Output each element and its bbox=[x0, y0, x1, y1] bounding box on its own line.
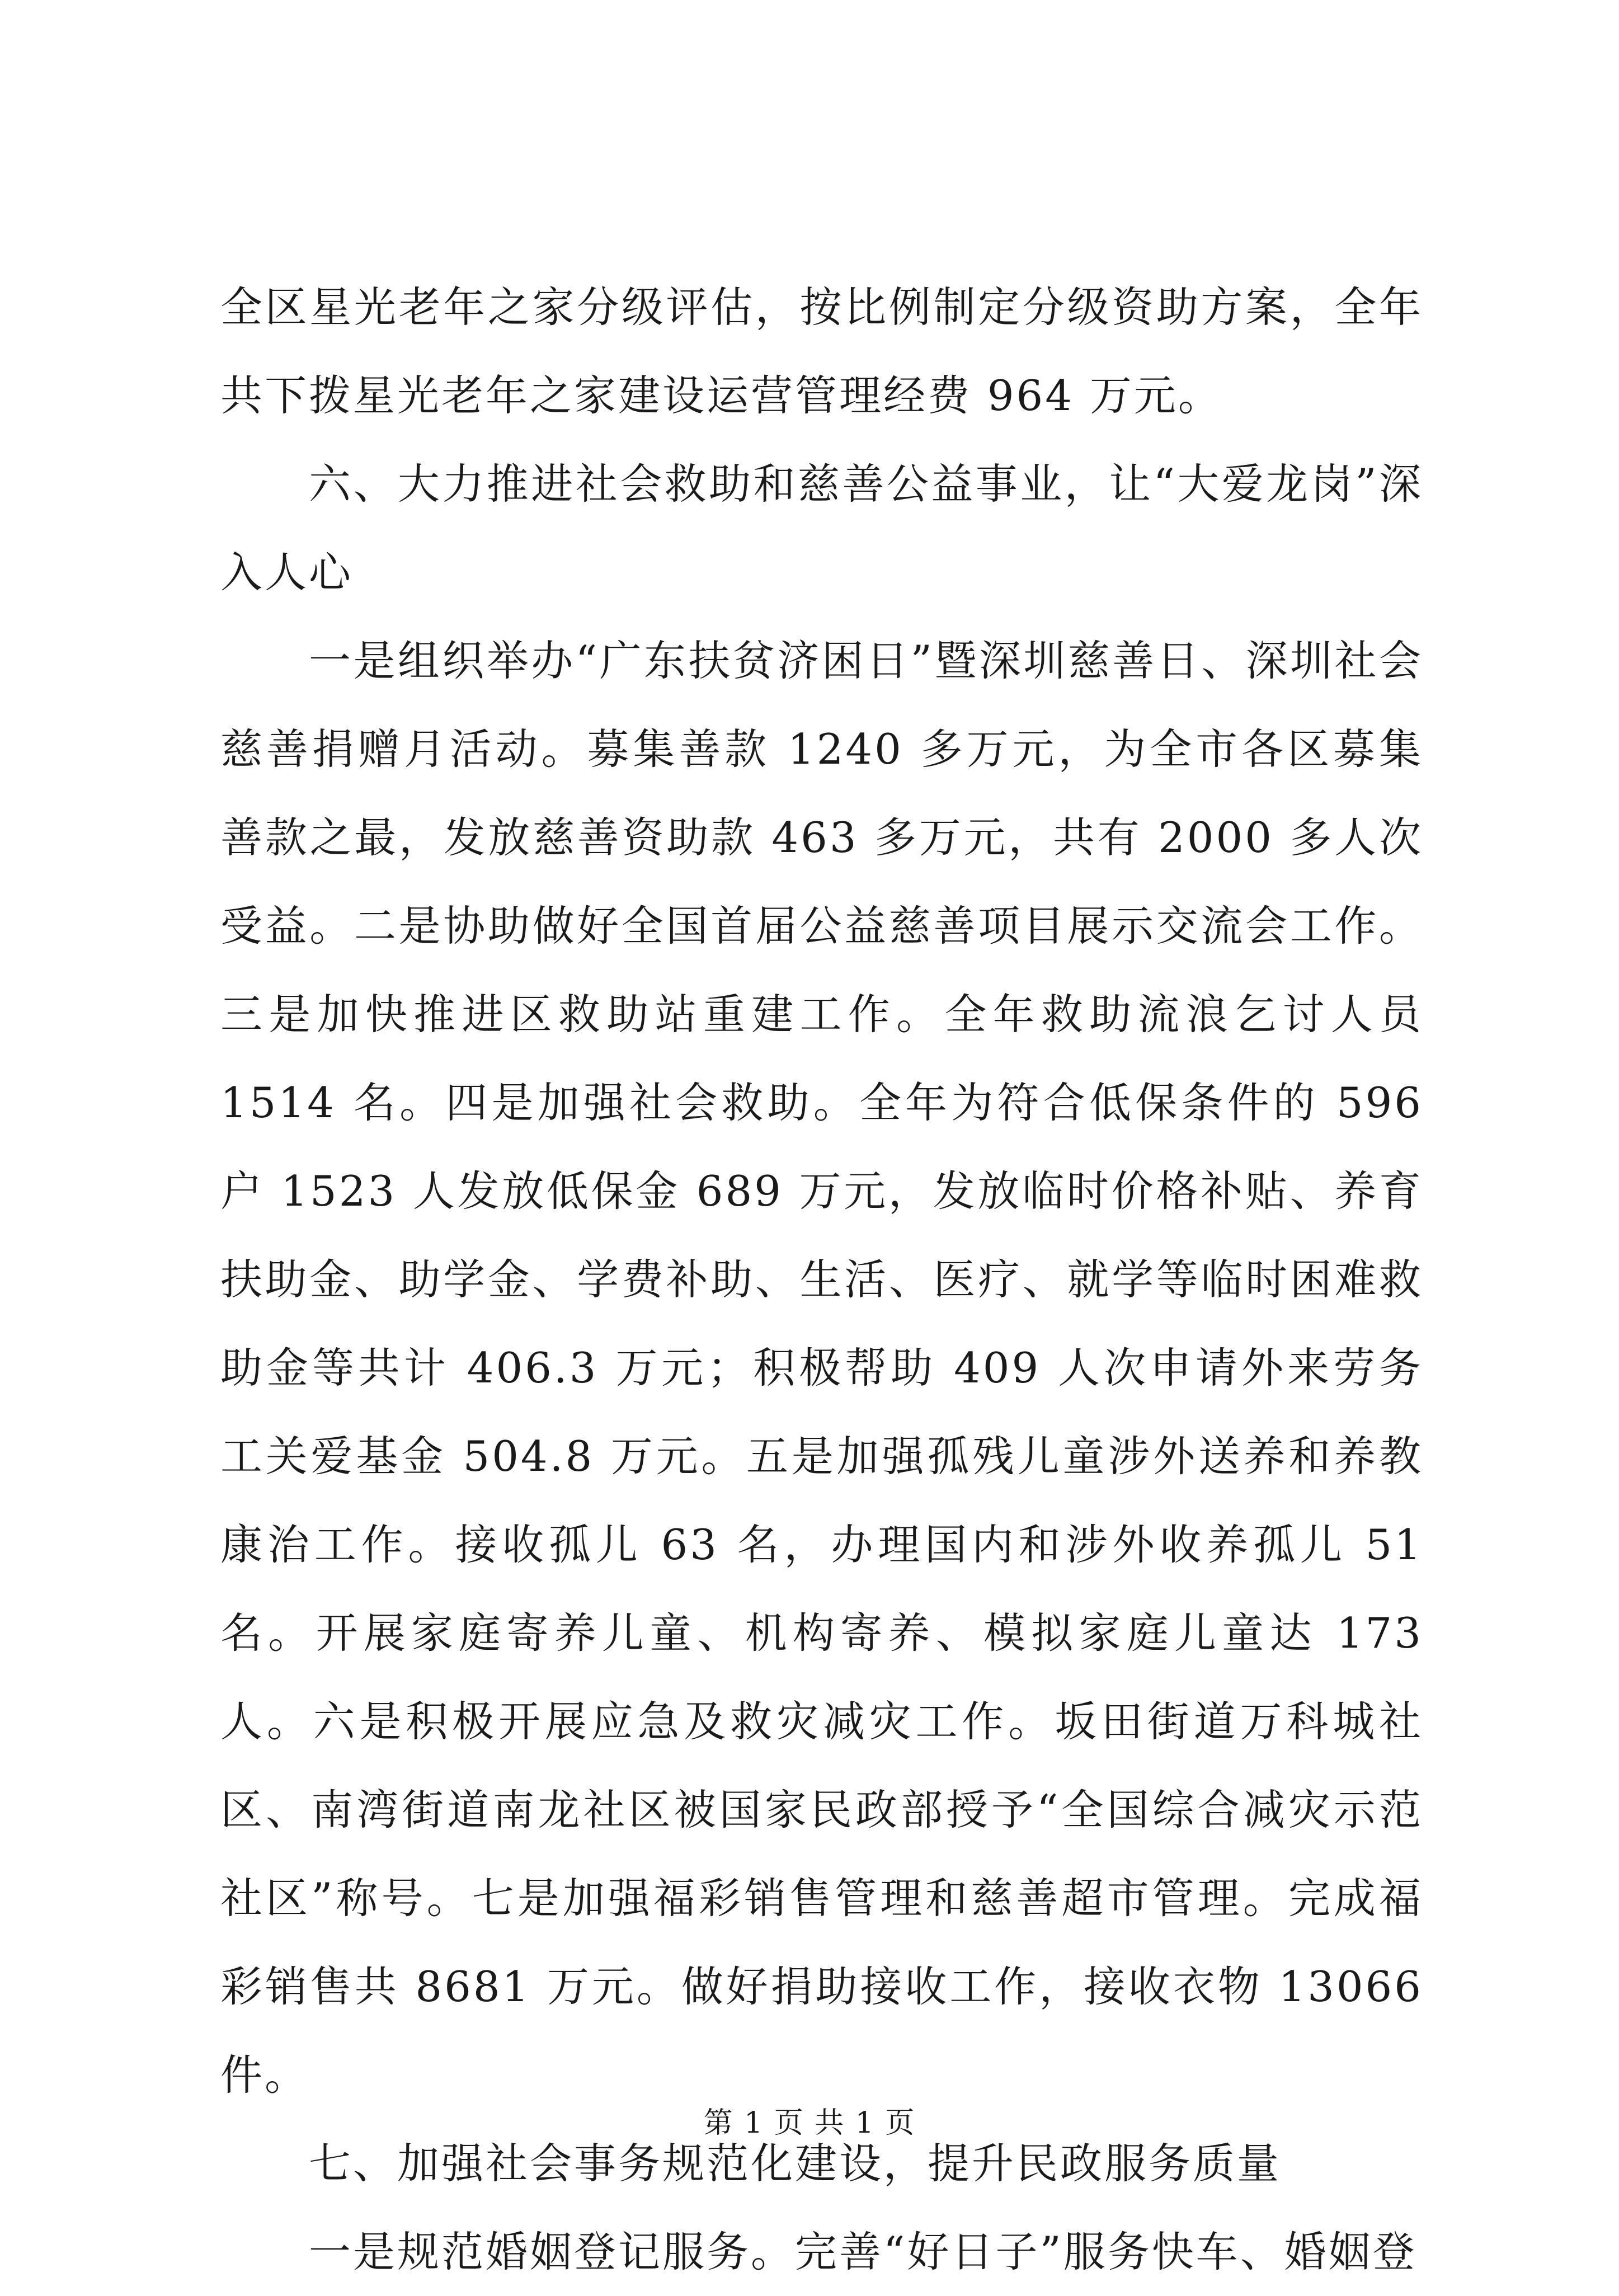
document-body bbox=[220, 263, 1423, 2296]
paragraph-5: 一是规范婚姻登记服务。完善“好日子”服务快车、婚姻登 bbox=[309, 2227, 1417, 2276]
paragraph-3: 一是组织举办“广东扶贫济困日”暨深圳慈善日、深圳社会慈善捐赠月活动。募集善款 1240 多万元，为全市各区募集善款之最，发放慈善资助款 463 多万元，共有 2000 多人次受益。二是协助做好全国首届公益慈善项目展示交流会工作。三是加快推进区救助站重建工作。全年救助流浪乞讨人员 1514 名。四是加强社会救助。全年为符合低保条件的 596 户 1523 人发放低保金 689 万元，发放临时价格补贴、养育扶助金、助学金、学费补助、生活、医疗、就学等临时困难救助金等共计 406.3 万元；积极帮助 409 人次申请外来劳务工关爱基金 504.8 万元。五是加强孤残儿童涉外送养和养教康治工作。接收孤儿 63 名，办理国内和涉外收养孤儿 51 名。开展家庭寄养儿童、机构寄养、模拟家庭儿童达 173 人。六是积极开展应急及救灾减灾工作。坂田街道万科城社区、南湾街道南龙社区被国家民政部授予“全国综合减灾示范社区”称号。七是加强福彩销售管理和慈善超市管理。完成福彩销售共 8681 万元。做好捐助接收工作，接收衣物 13066 件。 bbox=[220, 636, 1423, 2100]
page-footer: 第 1 页 共 1 页 bbox=[703, 2106, 916, 2140]
paragraph-1: 全区星光老年之家分级评估，按比例制定分级资助方案，全年共下拨星光老年之家建设运营管理经费 964 万元。 bbox=[220, 283, 1423, 420]
section-heading-7: 七、加强社会事务规范化建设，提升民政服务质量 bbox=[309, 2139, 1282, 2188]
section-heading-6: 六、大力推进社会救助和慈善公益事业，让“大爱龙岗”深入人心 bbox=[220, 459, 1423, 597]
